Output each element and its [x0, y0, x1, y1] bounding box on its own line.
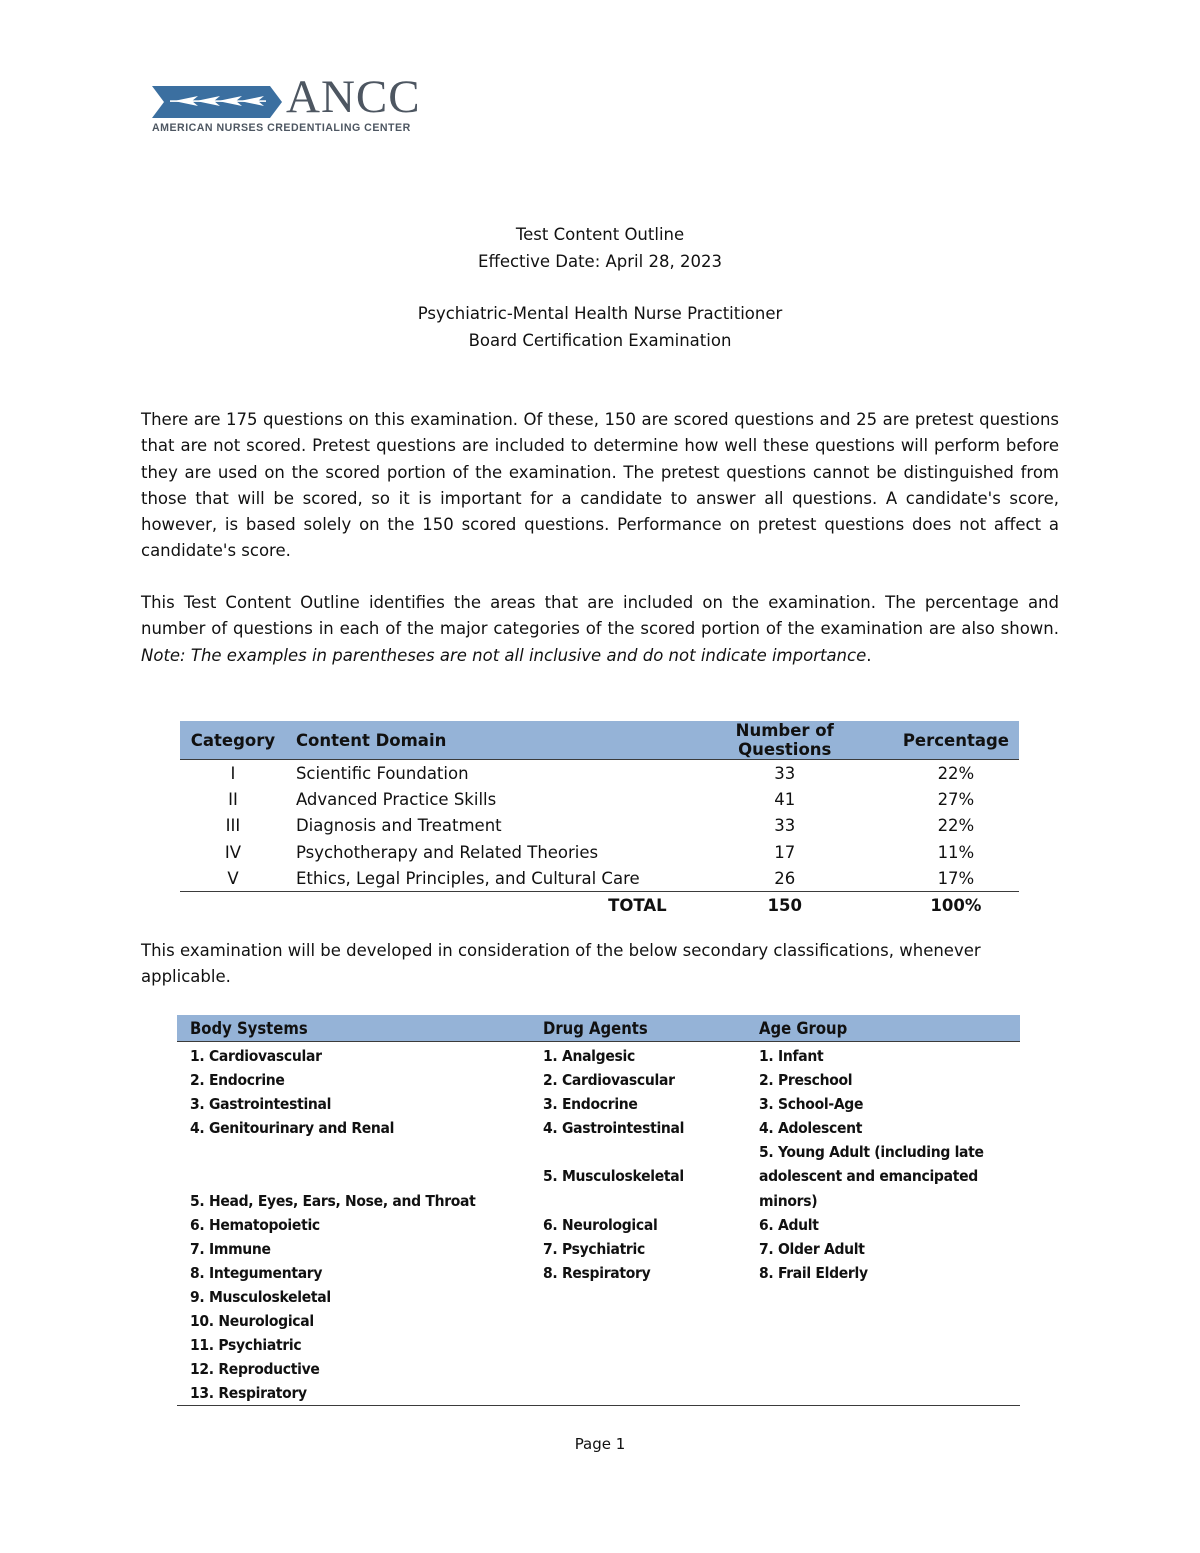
questions-cell: 33 — [774, 816, 796, 836]
effective-date: Effective Date: April 28, 2023 — [478, 252, 722, 271]
table-row — [180, 865, 1019, 892]
note-text: Note: The examples in parentheses are not all inclusive and do not indicate importance — [141, 645, 867, 665]
header-body-systems: Body Systems — [177, 1015, 530, 1042]
header-content-domain: Content Domain — [286, 721, 677, 760]
domain-cell: Ethics, Legal Principles, and Cultural Care — [295, 868, 640, 888]
list-item: 4. Gastrointestinal — [543, 1119, 685, 1138]
percentage-cell: 27% — [937, 789, 975, 809]
table-row — [180, 760, 1019, 787]
domain-cell: Psychotherapy and Related Theories — [295, 842, 599, 862]
logo-wordmark: ANCC — [286, 71, 421, 123]
total-percentage: 100% — [930, 896, 982, 916]
secondary-intro: This examination will be developed in consideration of the below secondary classifications, whenever applicable. — [141, 941, 981, 987]
header-age-group: Age Group — [746, 1015, 1020, 1042]
list-item: 8. Respiratory — [543, 1263, 651, 1282]
total-row — [180, 892, 1019, 919]
category-cell: V — [227, 868, 239, 888]
header-number-of-questions: Number of Questions — [677, 721, 893, 760]
list-item: 6. Neurological — [543, 1215, 658, 1234]
category-cell: II — [228, 789, 238, 809]
classification-row — [177, 1042, 1020, 1406]
ancc-logo — [150, 71, 440, 136]
page-number: Page 1 — [574, 1435, 626, 1453]
list-item: 6. Hematopoietic — [190, 1215, 320, 1234]
table-row — [180, 786, 1019, 812]
list-item: 1. Cardiovascular — [190, 1047, 322, 1065]
header-drug-agents: Drug Agents — [530, 1015, 746, 1042]
questions-cell: 26 — [774, 868, 796, 888]
list-item: 4. Adolescent — [759, 1119, 863, 1138]
list-item: 2. Endocrine — [190, 1071, 285, 1090]
percentage-cell: 22% — [937, 763, 975, 783]
list-item: 10. Neurological — [190, 1312, 314, 1331]
list-item: 3. Gastrointestinal — [190, 1095, 332, 1114]
total-questions: 150 — [767, 896, 802, 916]
outline-paragraph-text: This Test Content Outline identifies the areas that are included on the examination. The percentage and number of questions in each of the major categories of the scored portion of the examination are also shown. — [141, 593, 1059, 639]
table-row — [180, 813, 1019, 839]
logo-subtitle: AMERICAN NURSES CREDENTIALING CENTER — [152, 122, 411, 134]
list-item: 5. Head, Eyes, Ears, Nose, and Throat — [190, 1191, 476, 1210]
list-item: 11. Psychiatric — [190, 1336, 302, 1355]
domain-cell: Scientific Foundation — [295, 763, 469, 783]
questions-cell: 41 — [774, 789, 796, 809]
list-item: 12. Reproductive — [190, 1360, 320, 1379]
list-item: 8. Integumentary — [190, 1263, 323, 1282]
table-row — [180, 839, 1019, 865]
list-item: minors) — [759, 1191, 818, 1210]
age-group-list — [746, 1042, 1020, 1406]
list-item: 5. Young Adult (including late — [759, 1143, 984, 1162]
list-item: 4. Genitourinary and Renal — [190, 1119, 395, 1138]
body-systems-list — [177, 1042, 530, 1406]
intro-paragraph: There are 175 questions on this examination. Of these, 150 are scored questions and 25 are pretest questions that are not scored. Pretest questions are included to determine how well these questions will perform before they are used on the scored portion of the examination. The pretest questions cannot be distinguished from those that will be scored, so it is important for a candidate to answer all questions. A candidate's score, however, is based solely on the 150 scored questions. Performance on pretest questions does not affect a candidate's score. — [141, 410, 1059, 561]
exam-name: Psychiatric-Mental Health Nurse Practitioner — [417, 304, 783, 323]
list-item: 3. School-Age — [759, 1095, 864, 1114]
outline-paragraph — [141, 590, 1059, 669]
domain-cell: Advanced Practice Skills — [295, 789, 497, 809]
exam-type: Board Certification Examination — [468, 331, 732, 350]
total-label: TOTAL — [608, 896, 667, 916]
list-item: adolescent and emancipated — [759, 1167, 978, 1186]
document-title: Test Content Outline — [515, 225, 685, 244]
list-item: 1. Infant — [759, 1047, 824, 1065]
list-item: 2. Cardiovascular — [543, 1071, 675, 1090]
wheat-emblem-icon — [152, 82, 282, 122]
note-period: . — [866, 645, 872, 665]
content-domain-table — [180, 721, 1019, 919]
category-cell: IV — [224, 842, 242, 862]
questions-cell: 17 — [774, 842, 796, 862]
category-cell: III — [225, 816, 241, 836]
list-item: 2. Preschool — [759, 1071, 853, 1090]
list-item: 7. Immune — [190, 1239, 271, 1258]
percentage-cell: 11% — [937, 842, 975, 862]
percentage-cell: 22% — [937, 816, 975, 836]
list-item: 7. Older Adult — [759, 1239, 865, 1258]
category-cell: I — [230, 763, 236, 783]
header-percentage: Percentage — [893, 721, 1019, 760]
list-item: 5. Musculoskeletal — [543, 1167, 684, 1186]
drug-agents-list — [530, 1042, 746, 1406]
questions-cell: 33 — [774, 763, 796, 783]
list-item: 9. Musculoskeletal — [190, 1287, 331, 1306]
percentage-cell: 17% — [937, 868, 975, 888]
header-category: Category — [180, 721, 286, 760]
list-item: 13. Respiratory — [190, 1384, 307, 1403]
list-item: 3. Endocrine — [543, 1095, 638, 1114]
list-item: 1. Analgesic — [543, 1047, 635, 1065]
list-item: 8. Frail Elderly — [759, 1263, 868, 1282]
list-item: 6. Adult — [759, 1215, 819, 1234]
domain-cell: Diagnosis and Treatment — [295, 816, 502, 836]
list-item: 7. Psychiatric — [543, 1239, 645, 1258]
secondary-classifications-table — [177, 1015, 1020, 1406]
